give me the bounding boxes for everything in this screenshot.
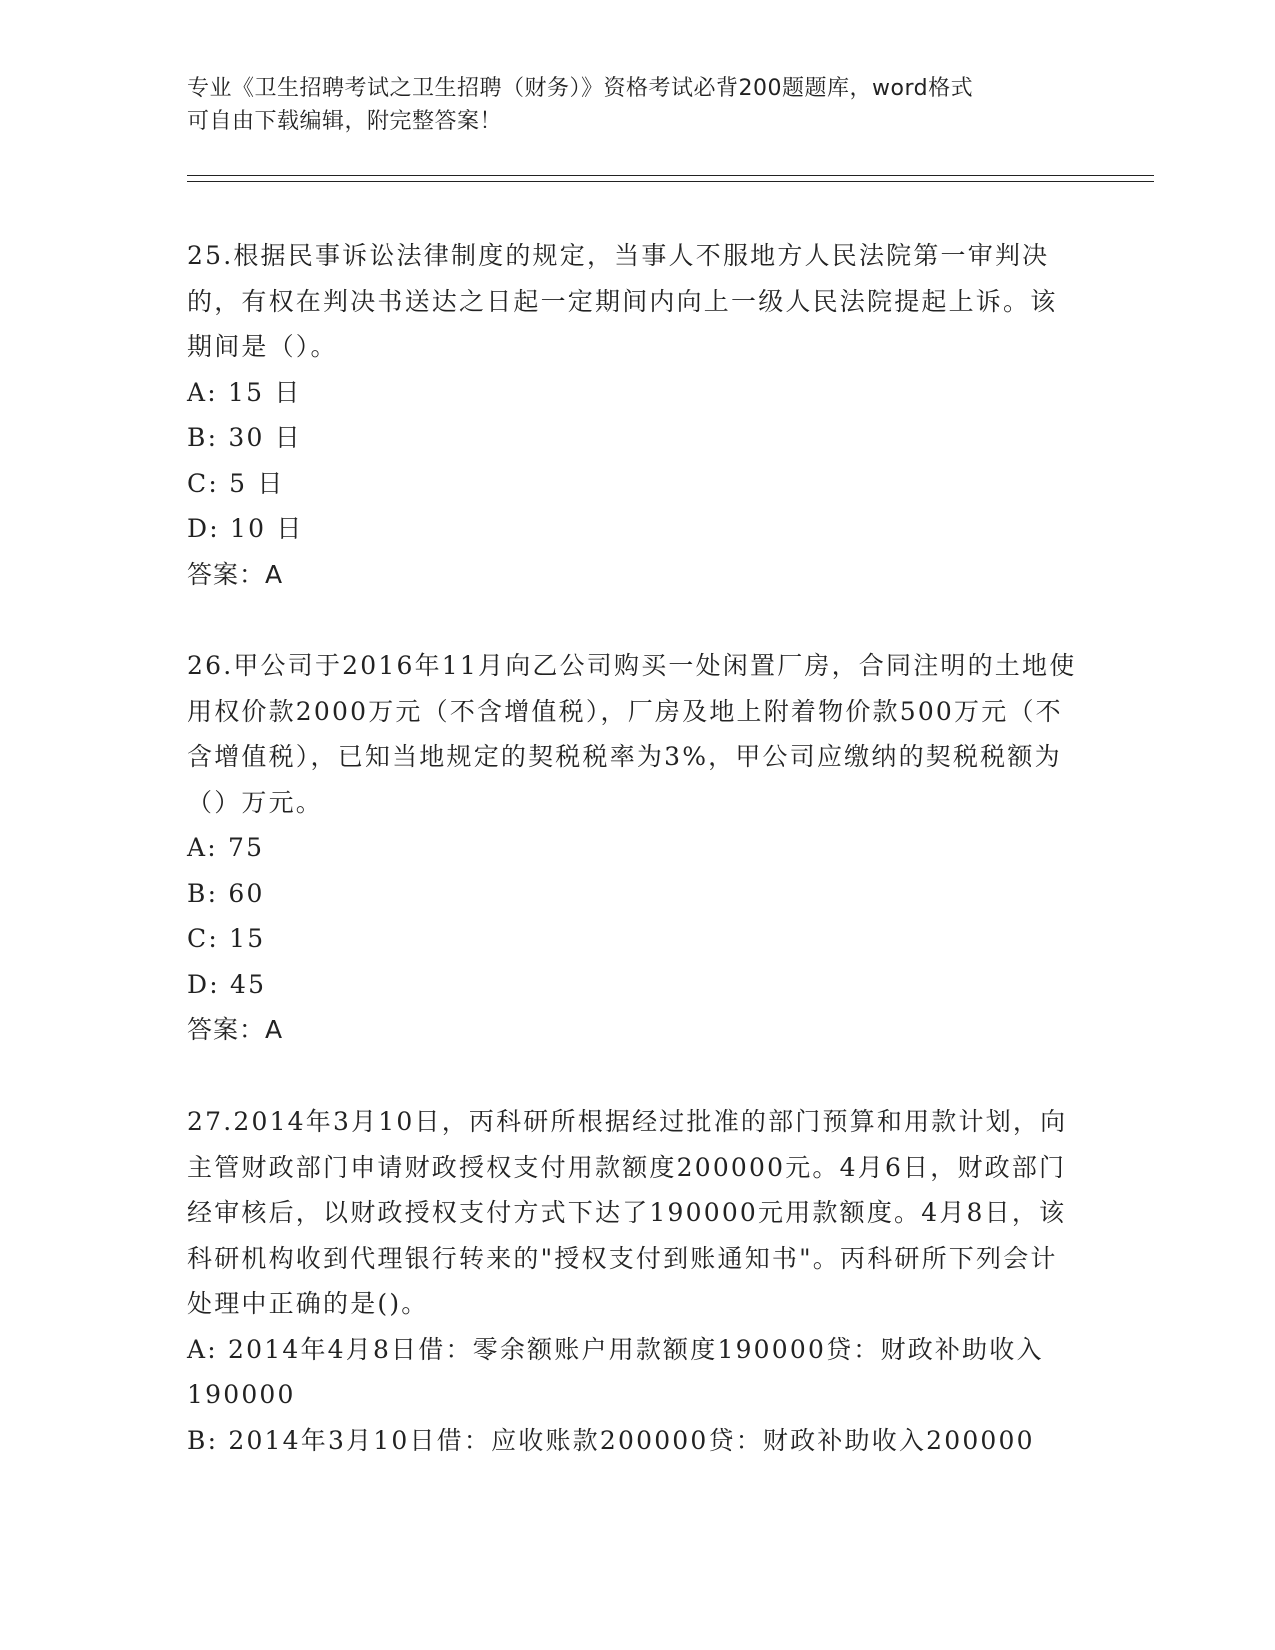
- option-b: B: 30 日: [187, 423, 302, 452]
- option-b: B: 2014年3月10日借：应收账款200000贷：财政补助收入200000: [187, 1425, 1035, 1455]
- answer-line: 答案：A: [187, 559, 284, 589]
- question-26: [187, 643, 1077, 1053]
- option-d: D: 10 日: [187, 514, 304, 543]
- option-c: C: 15: [187, 924, 266, 953]
- option-a: A: 75: [187, 833, 265, 862]
- option-b: B: 60: [187, 878, 265, 908]
- option-a: A: 2014年4月8日借：零余额账户用款额度190000贷：财政补助收入190000: [187, 1334, 1044, 1409]
- answer-line: 答案：A: [187, 1015, 284, 1044]
- question-25: [187, 233, 1077, 597]
- header-line-2: 可自由下载编辑，附完整答案！: [187, 109, 503, 134]
- header-line-1: 专业《卫生招聘考试之卫生招聘（财务）》资格考试必背200题题库，word格式: [187, 76, 974, 101]
- header-divider-top: [187, 175, 1154, 176]
- document-header: [187, 72, 1067, 138]
- option-d: D: 45: [187, 969, 267, 999]
- option-a: A: 15 日: [187, 377, 302, 407]
- option-c: C: 5 日: [187, 468, 285, 498]
- header-divider-bottom: [187, 181, 1154, 182]
- question-stem: 26.甲公司于2016年11月向乙公司购买一处闲置厂房，合同注明的土地使用权价款2000万元（不含增值税），厂房及地上附着物价款500万元（不含增值税），已知当地规定的契税税率为3%，甲公司应缴纳的契税税额为（）万元。: [187, 651, 1077, 817]
- question-stem: 25.根据民事诉讼法律制度的规定，当事人不服地方人民法院第一审判决的，有权在判决书送达之日起一定期间内向上一级人民法院提起上诉。该期间是（）。: [187, 241, 1058, 361]
- question-stem: 27.2014年3月10日，丙科研所根据经过批准的部门预算和用款计划，向主管财政部门申请财政授权支付用款额度200000元。4月6日，财政部门经审核后，以财政授权支付方式下达了190000元用款额度。4月8日，该科研机构收到代理银行转来的"授权支付到账通知书"。丙科研所下列会计处理中正确的是()。: [187, 1107, 1068, 1318]
- question-27: [187, 1099, 1077, 1463]
